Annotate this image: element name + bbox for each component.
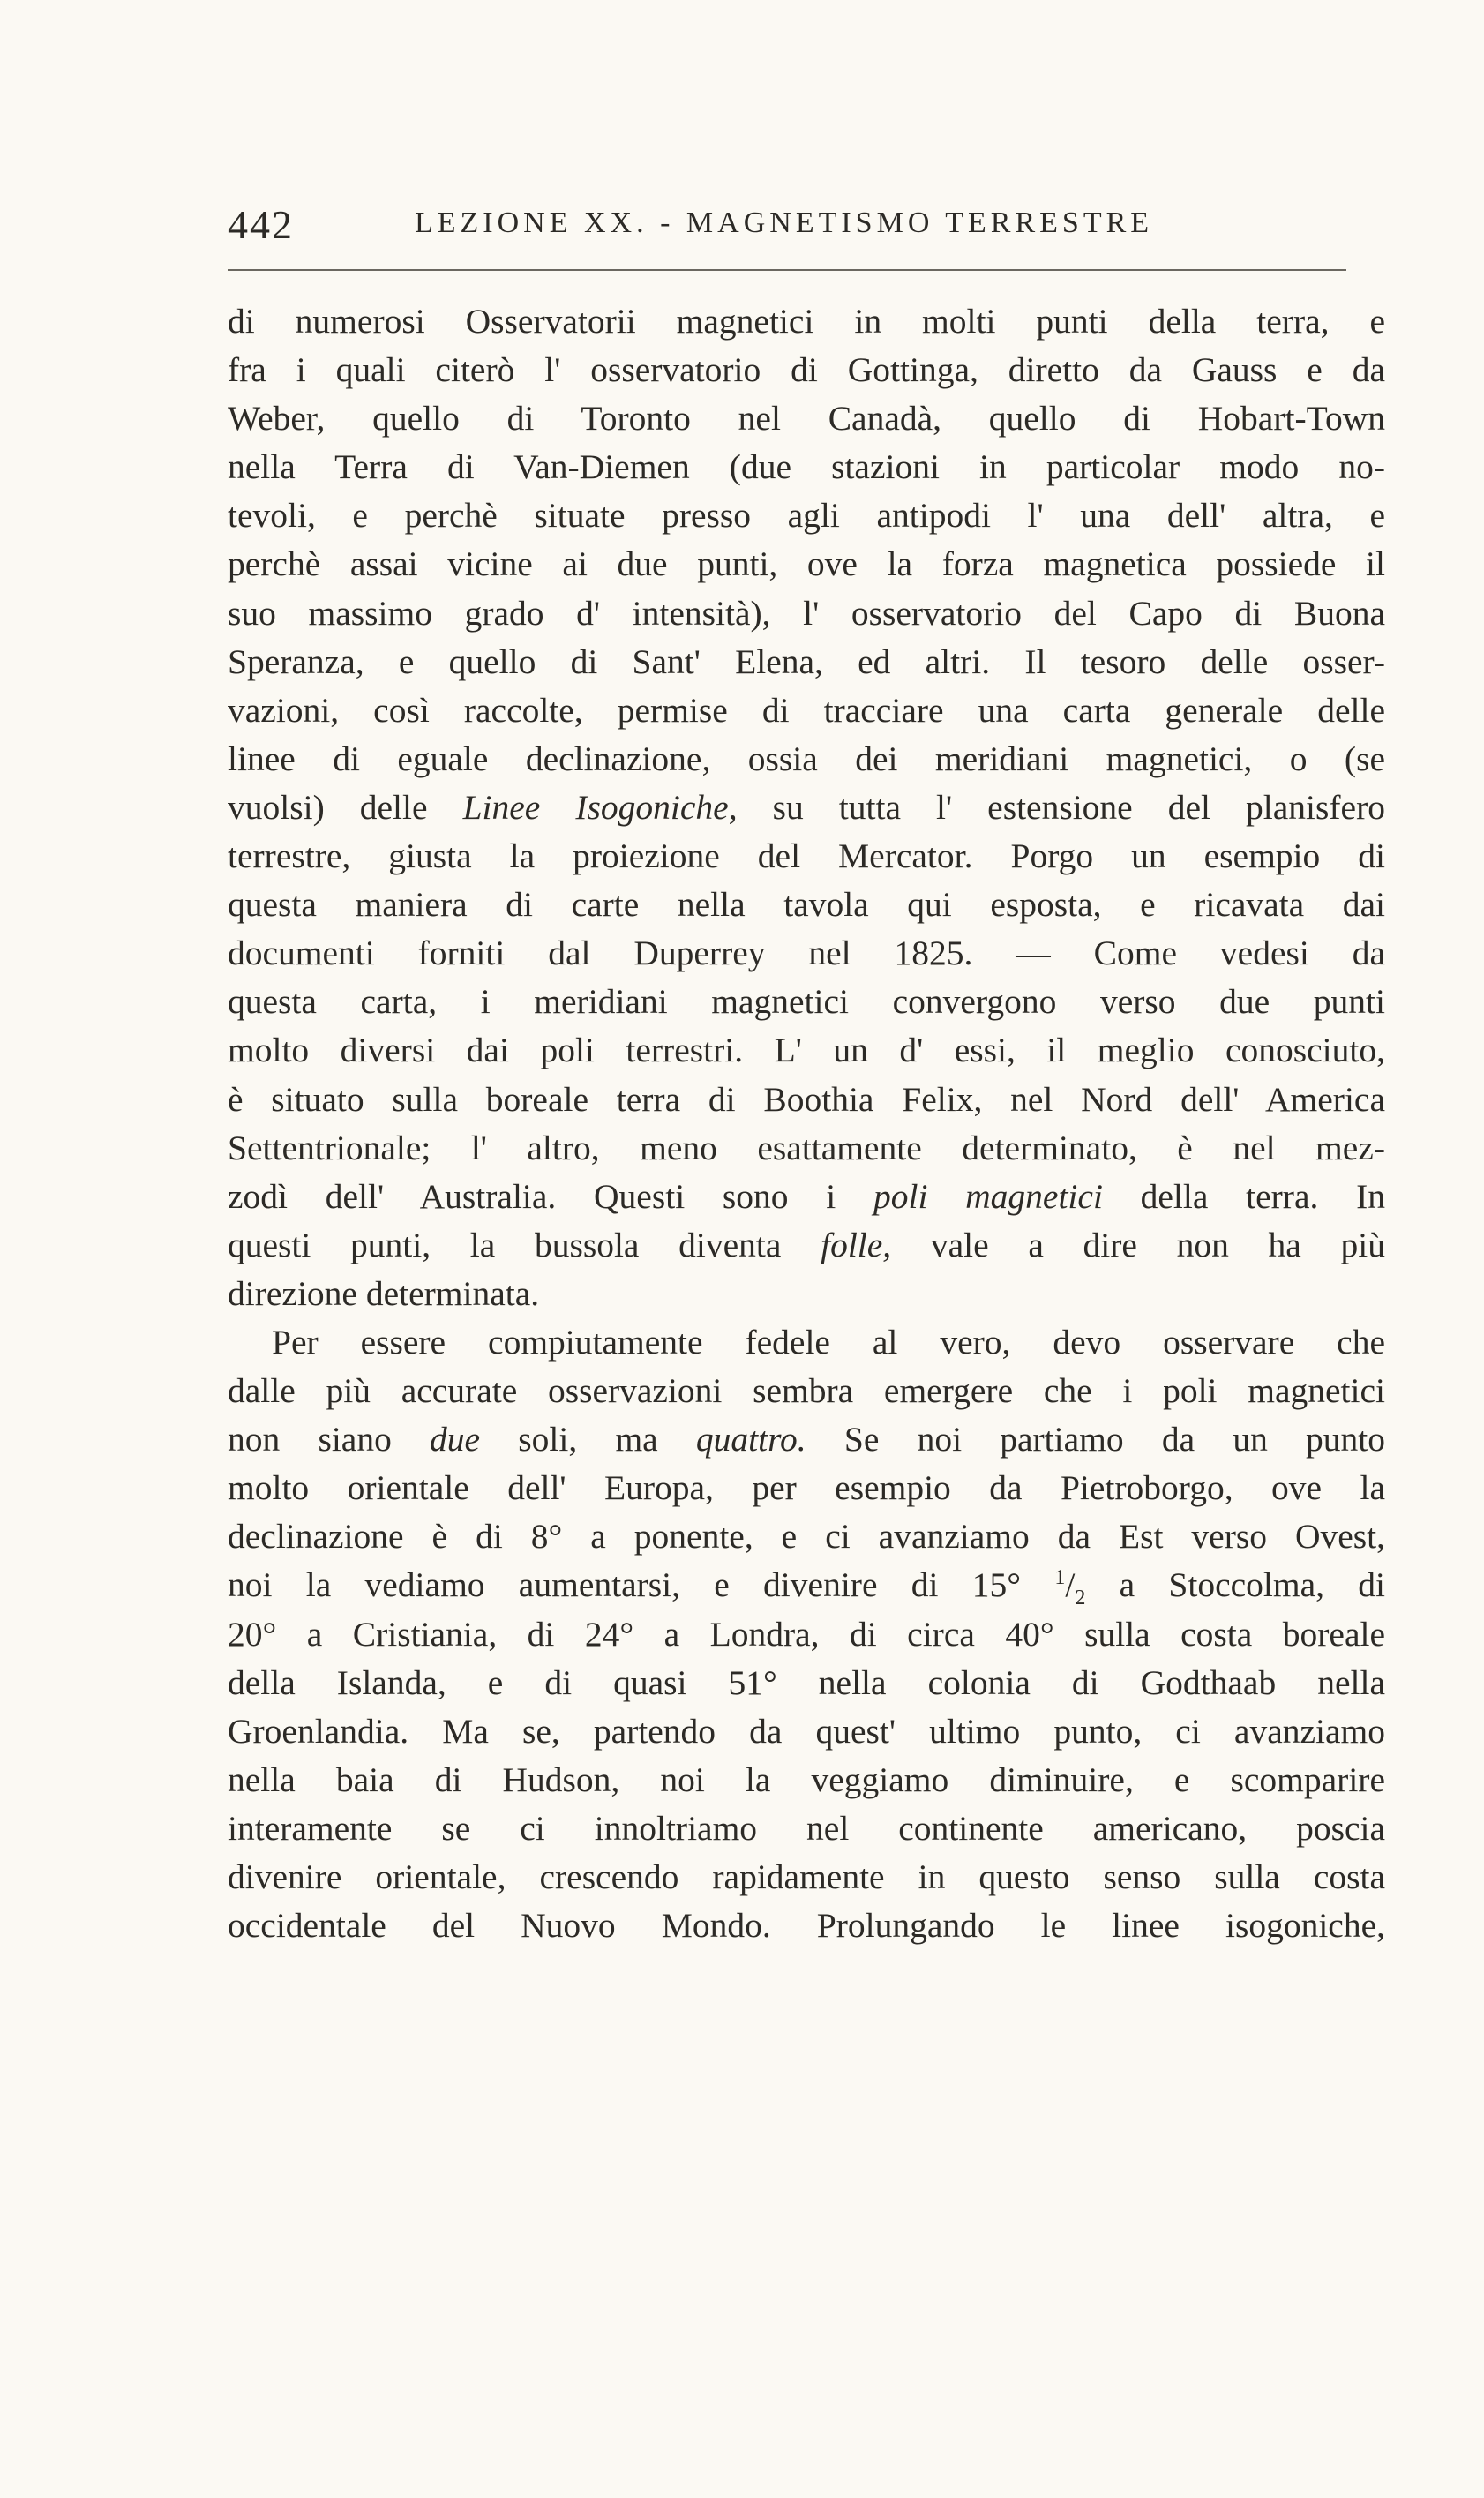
text-line: dalle più accurate osservazioni sembra emergere che i poli magnetici — [228, 1371, 1385, 1411]
italic-term: due — [430, 1420, 481, 1459]
page-header — [228, 201, 1346, 254]
text-line: interamente se ci innoltriamo nel continente americano, poscia — [228, 1808, 1385, 1848]
text-line: documenti forniti dal Duperrey nel 1825. — Come vedesi da — [228, 934, 1385, 973]
fraction-slash: / — [1065, 1565, 1076, 1605]
text-line: molto orientale dell' Europa, per esempio da Pietroborgo, ove la — [228, 1468, 1385, 1508]
text-line: Groenlandia. Ma se, partendo da quest' ultimo punto, ci avanziamo — [228, 1711, 1385, 1751]
page-number: 442 — [228, 202, 294, 247]
text-line: suo massimo grado d' intensità), l' osservatorio del Capo di Buona — [228, 593, 1385, 633]
text-line: è situato sulla boreale terra di Boothia Felix, nel Nord dell' America — [228, 1079, 1385, 1119]
paragraph-1 — [228, 297, 1385, 1318]
text-run: a Stoccolma, di — [1085, 1565, 1385, 1605]
text-line — [228, 1561, 1385, 1609]
header-rule — [228, 269, 1346, 271]
text-run: della terra. In — [1102, 1176, 1386, 1216]
italic-term: Linee Isogoniche, — [462, 787, 738, 827]
italic-term: quattro. — [695, 1420, 806, 1459]
body-text — [228, 297, 1385, 1950]
running-head: LEZIONE XX. - MAGNETISMO TERRESTRE — [415, 206, 1154, 239]
text-line: Settentrionale; l' altro, meno esattamente determinato, è nel mez- — [228, 1128, 1385, 1167]
text-line — [228, 1173, 1385, 1221]
text-line: occidentale del Nuovo Mondo. Prolungando le linee isogoniche, — [228, 1906, 1385, 1946]
text-run: Se noi partiamo da un punto — [806, 1420, 1386, 1459]
text-line: nella baia di Hudson, noi la veggiamo diminuire, e scomparire — [228, 1759, 1385, 1799]
fraction-denominator: 2 — [1075, 1587, 1086, 1610]
text-line: Per essere compiutamente fedele al vero, devo osservare che — [272, 1322, 1385, 1362]
text-line: di numerosi Osservatorii magnetici in molti punti della terra, e — [228, 302, 1385, 341]
text-line: terrestre, giusta la proiezione del Mercator. Porgo un esempio di — [228, 836, 1385, 876]
text-run: soli, ma — [480, 1420, 696, 1459]
text-line: della Islanda, e di quasi 51° nella colonia di Godthaab nella — [228, 1662, 1385, 1702]
italic-term: folle, — [821, 1225, 892, 1264]
text-run: vale a dire non ha più — [891, 1225, 1385, 1264]
text-line — [228, 1221, 1385, 1270]
text-line: Speranza, e quello di Sant' Elena, ed altri. Il tesoro delle osser- — [228, 641, 1385, 681]
text-line: vazioni, così raccolte, permise di tracciare una carta generale delle — [228, 690, 1385, 730]
text-line: perchè assai vicine ai due punti, ove la forza magnetica possiede il — [228, 544, 1385, 584]
text-line: nella Terra di Van-Diemen (due stazioni in particolar modo no- — [228, 447, 1385, 487]
text-line — [228, 784, 1385, 832]
text-line: molto diversi dai poli terrestri. L' un d' essi, il meglio conosciuto, — [228, 1031, 1385, 1070]
text-line: direzione determinata. — [228, 1273, 540, 1313]
text-line: declinazione è di 8° a ponente, e ci avanziamo da Est verso Ovest, — [228, 1517, 1385, 1557]
italic-term: poli magnetici — [873, 1176, 1103, 1216]
text-run: questi punti, la bussola diventa — [228, 1225, 821, 1264]
text-line: questa maniera di carte nella tavola qui esposta, e ricavata dai — [228, 885, 1385, 925]
text-run: zodì dell' Australia. Questi sono i — [228, 1176, 873, 1216]
text-run: vuolsi) delle — [228, 787, 463, 827]
text-line: questa carta, i meridiani magnetici convergono verso due punti — [228, 982, 1385, 1022]
text-line — [228, 1415, 1385, 1464]
text-run: noi la vediamo aumentarsi, e divenire di 15° — [228, 1565, 1055, 1605]
text-run: non siano — [228, 1420, 431, 1459]
text-line: Weber, quello di Toronto nel Canadà, quello di Hobart-Town — [228, 399, 1385, 439]
fraction-numerator: 1 — [1054, 1566, 1066, 1590]
text-line: fra i quali citerò l' osservatorio di Gottinga, diretto da Gauss e da — [228, 350, 1385, 390]
paragraph-2 — [228, 1318, 1385, 1950]
text-line: linee di eguale declinazione, ossia dei meridiani magnetici, o (se — [228, 739, 1385, 778]
text-run: su tutta l' estensione del planisfero — [737, 787, 1385, 827]
text-line: divenire orientale, crescendo rapidamente in questo senso sulla costa — [228, 1857, 1385, 1896]
text-line: 20° a Cristiania, di 24° a Londra, di circa 40° sulla costa boreale — [228, 1614, 1385, 1654]
text-line: tevoli, e perchè situate presso agli antipodi l' una dell' altra, e — [228, 496, 1385, 536]
